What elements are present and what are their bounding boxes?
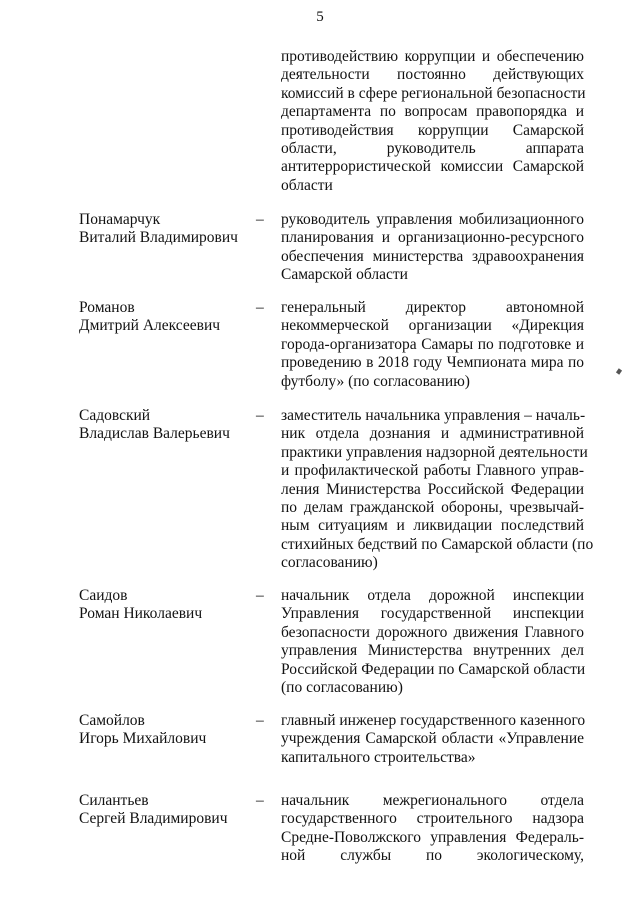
member-given-name: Владислав Валерьевич (79, 425, 230, 443)
description-line: заместитель начальника управления – началь- (281, 407, 586, 424)
description-line: государственного строительного надзора (281, 810, 584, 828)
dash-separator: – (256, 407, 264, 424)
description-line: руководитель управления мобилизационного (281, 211, 584, 228)
dash-separator: – (256, 211, 264, 228)
description-line: (по согласованию) (281, 679, 403, 697)
description-line: обеспечения министерства здравоохранения (281, 247, 584, 265)
description-line: стихийных бедствий по Самарской области (по (281, 535, 594, 553)
member-given-name: Виталий Владимирович (79, 229, 238, 247)
description-line: области, руководитель аппарата (281, 140, 584, 158)
description-line: города-организатора Самары по подготовке и (281, 335, 584, 353)
member-description (281, 299, 584, 391)
description-line: планирования и организационно-ресурсного (281, 229, 584, 247)
description-line: по делам гражданской обороны, чрезвычай- (281, 499, 584, 517)
dash-separator: – (256, 587, 264, 604)
description-line: и профилактической работы Главного управ- (281, 462, 584, 480)
member-given-name: Роман Николаевич (79, 605, 203, 623)
member-surname: Силантьев (79, 792, 149, 809)
member-surname: Саидов (79, 587, 128, 604)
description-line: генеральный директор автономной (281, 299, 584, 316)
member-description (281, 712, 584, 767)
member-description (281, 792, 584, 866)
member-description (281, 407, 594, 573)
dash-separator: – (256, 792, 264, 809)
description-line: некоммерческой организации «Дирекция (281, 317, 584, 335)
description-line: начальник межрегионального отдела (281, 792, 584, 809)
description-line: проведению в 2018 году Чемпионата мира по (281, 354, 584, 372)
description-line: Средне-Поволжского управления Федераль- (281, 828, 584, 846)
member-name (79, 792, 249, 829)
description-line: Самарской области (281, 266, 408, 284)
description-line: комиссий в сфере региональной безопасности (281, 84, 586, 102)
member-name (79, 299, 249, 336)
member-given-name: Дмитрий Алексеевич (79, 317, 221, 335)
member-description (281, 211, 584, 285)
description-line: ления Министерства Российской Федерации (281, 480, 584, 498)
description-line: противодействия коррупции Самарской (281, 121, 584, 139)
description-line: Российской Федерации по Самарской области (281, 660, 586, 678)
dash-separator: – (256, 712, 264, 729)
member-name (79, 587, 249, 624)
description-line: ной службы по экологическому, (281, 847, 584, 865)
scan-speck (616, 368, 622, 374)
description-line: футболу» (по согласованию) (281, 372, 470, 390)
member-given-name: Сергей Владимирович (79, 810, 228, 828)
description-line: области (281, 176, 333, 194)
member-surname: Садовский (79, 407, 151, 424)
member-surname: Самойлов (79, 712, 145, 729)
member-surname: Понамарчук (79, 211, 161, 228)
dash-separator: – (256, 299, 264, 316)
member-given-name: Игорь Михайлович (79, 730, 207, 748)
description-line: ник отдела дознания и административной (281, 425, 584, 443)
description-line: антитеррористической комиссии Самарской (281, 158, 584, 176)
description-line: управления Министерства внутренних дел (281, 642, 584, 660)
member-name (79, 712, 249, 749)
description-line: главный инженер государственного казенного (281, 712, 586, 729)
description-line: практики управления надзорной деятельности (281, 443, 588, 461)
description-line: ным ситуациям и ликвидации последствий (281, 517, 584, 535)
member-name (79, 407, 249, 444)
description-line: безопасности дорожного движения Главного (281, 623, 584, 641)
description-line: Управления государственной инспекции (281, 605, 584, 623)
description-line: капитального строительства» (281, 748, 476, 766)
description-line: деятельности постоянно действующих (281, 66, 584, 84)
continued-description (281, 48, 584, 195)
description-line: департамента по вопросам правопорядка и (281, 103, 584, 121)
description-line: согласованию) (281, 554, 378, 572)
member-surname: Романов (79, 299, 135, 316)
description-line: учреждения Самарской области «Управление (281, 730, 584, 748)
description-line: противодействию коррупции и обеспечению (281, 48, 584, 65)
page-number: 5 (316, 9, 324, 25)
member-name (79, 211, 249, 248)
member-description (281, 587, 584, 697)
description-line: начальник отдела дорожной инспекции (281, 587, 584, 604)
